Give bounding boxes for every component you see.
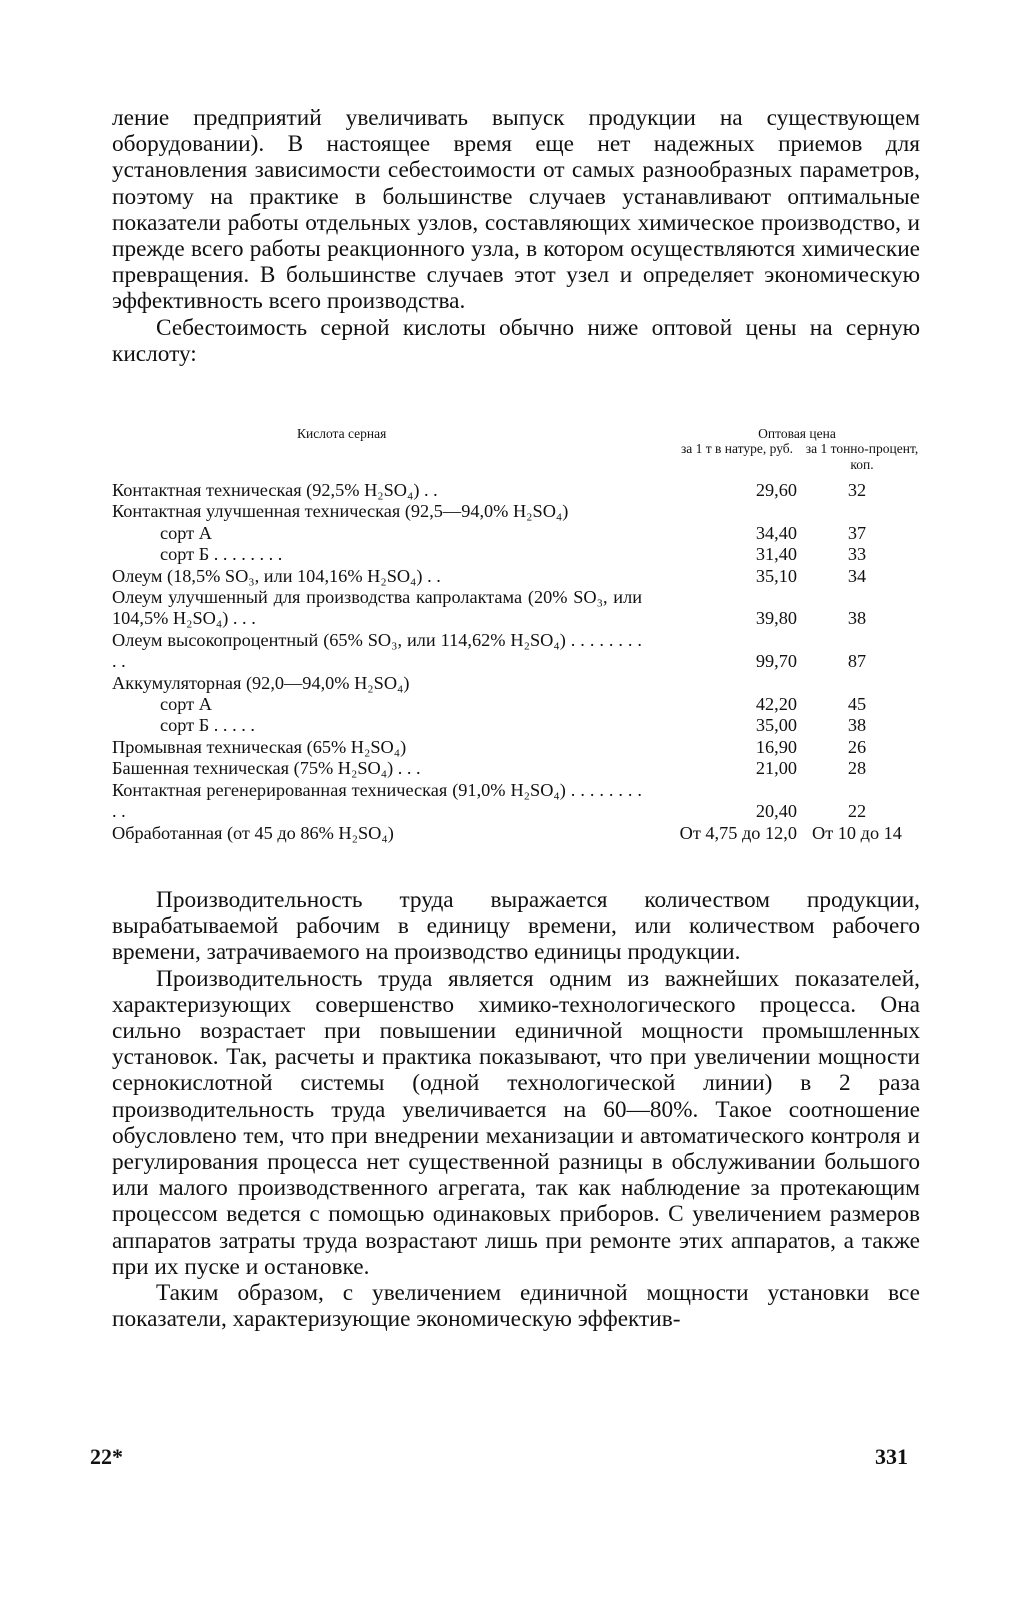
paragraph-1: ление предприятий увеличивать выпуск продукции на существующем оборудовании). В настоящее время еще нет надежных приемов для установления зависимости себестоимости от самых разнообразных параметров, поэтому на практике в большинстве случаев устанавливают оптимальные показатели работы отдельных узлов, составляющих химическое производство, и прежде всего работы реакционного узла, в котором осуществляются химические превращения. В большинстве случаев этот узел и определяет экономическую эффективность всего производства. — [112, 105, 920, 315]
table-cell-price-per-ton-percent: От 10 до 14 — [812, 822, 902, 843]
text-block-top — [112, 105, 920, 367]
table-cell-price-per-ton: 20,40 — [755, 801, 797, 822]
table-cell-price-per-ton: 39,80 — [755, 608, 797, 629]
paragraph-4: Производительность труда является одним из важнейших показателей, характеризующих совершенство химико-технологического процесса. Она сильно возрастает при повышении единичной мощности промышленных установок. Так, расчеты и практика показывают, что при увеличении мощности сернокислотной системы (одной технологической линии) в 2 раза производительность труда увеличивается на 60—80%. Такое соотношение обусловлено тем, что при внедрении механизации и автоматического контроля и регулирования процесса нет существенной разницы в обслуживании большого или малого производственного агрегата, так как наблюдение за протекающим процессом ведется с помощью одинаковых приборов. С увеличением размеров аппаратов затраты труда возрастают лишь при ремонте этих аппаратов, а также при их пуске и остановке. — [112, 965, 920, 1280]
table-cell-price-per-ton-percent: 33 — [847, 544, 867, 565]
table-row — [112, 780, 920, 823]
column-header-acid: Кислота серная — [297, 426, 387, 441]
table-row — [112, 694, 920, 715]
table-cell-name: Контактная регенерированная техническая (91,0% H₂SO₄) . . . . . . . . . . — [112, 779, 642, 822]
table-row — [112, 823, 920, 844]
table-cell-name: Контактная улучшенная техническая (92,5—94,0% H₂SO₄) — [112, 501, 569, 522]
table-header — [112, 422, 920, 480]
table-row — [112, 523, 920, 544]
table-cell-price-per-ton-percent: 38 — [847, 608, 867, 629]
table-cell-name: сорт А — [160, 694, 212, 715]
table-cell-price-per-ton: 99,70 — [755, 651, 797, 672]
table-cell-price-per-ton-percent: 87 — [847, 651, 867, 672]
table-row — [112, 480, 920, 501]
table-row — [112, 566, 920, 587]
table-cell-name: сорт Б . . . . . — [160, 715, 255, 736]
table-cell-name: Олеум (18,5% SO₃, или 104,16% H₂SO₄) . . — [112, 565, 441, 586]
table-cell-price-per-ton: От 4,75 до 12,0 — [679, 822, 797, 843]
table-cell-price-per-ton-percent: 34 — [847, 565, 867, 586]
table-cell-price-per-ton: 34,40 — [755, 522, 797, 543]
table-cell-price-per-ton-percent: 26 — [847, 736, 867, 757]
paragraph-5: Таким образом, с увеличением единичной мощности установки все показатели, характеризующие экономическую эффектив- — [112, 1280, 920, 1333]
table-row — [112, 715, 920, 736]
table-cell-name: Обработанная (от 45 до 86% H₂SO₄) — [112, 822, 394, 843]
table-cell-price-per-ton: 16,90 — [755, 736, 797, 757]
table-row — [112, 673, 920, 694]
table-cell-price-per-ton-percent: 32 — [847, 480, 867, 500]
table-cell-name: сорт Б . . . . . . . . — [160, 544, 283, 565]
table-cell-name: Башенная техническая (75% H₂SO₄) . . . — [112, 758, 421, 779]
table-row — [112, 544, 920, 565]
table-row — [112, 587, 920, 630]
table-row — [112, 737, 920, 758]
table-cell-price-per-ton-percent: 45 — [847, 694, 867, 715]
table-cell-price-per-ton-percent: 28 — [847, 758, 867, 779]
signature-mark: 22* — [90, 1444, 123, 1469]
table-cell-price-per-ton-percent: 37 — [847, 522, 867, 543]
table-cell-name: Контактная техническая (92,5% H₂SO₄) . . — [112, 480, 438, 500]
table-row — [112, 630, 920, 673]
table-row — [112, 758, 920, 779]
table-cell-name: Олеум улучшенный для производства капролактама (20% SO₃, или 104,5% H₂SO₄) . . . — [112, 587, 642, 629]
table-cell-price-per-ton: 42,20 — [755, 694, 797, 715]
table-cell-name: Олеум высокопроцентный (65% SO₃, или 114,62% H₂SO₄) . . . . . . . . . . — [112, 629, 642, 672]
price-table — [112, 422, 920, 844]
table-cell-price-per-ton: 29,60 — [755, 480, 797, 500]
page-number: 331 — [875, 1444, 908, 1469]
table-cell-price-per-ton: 21,00 — [755, 758, 797, 779]
column-header-per-ton-percent: за 1 тонно-процент, коп. — [805, 441, 919, 472]
table-cell-price-per-ton: 35,00 — [755, 715, 797, 736]
column-header-per-ton: за 1 т в натуре, руб. — [680, 441, 794, 456]
table-cell-price-per-ton: 35,10 — [755, 565, 797, 586]
table-cell-price-per-ton-percent: 22 — [847, 801, 867, 822]
column-header-price: Оптовая цена — [758, 426, 836, 441]
table-cell-name: Промывная техническая (65% H₂SO₄) — [112, 736, 407, 757]
text-block-bottom — [112, 887, 920, 1332]
paragraph-3: Производительность труда выражается количеством продукции, вырабатываемой рабочим в единицу времени, или количеством рабочего времени, затрачиваемого на производство единицы продукции. — [112, 887, 920, 966]
table-cell-price-per-ton-percent: 38 — [847, 715, 867, 736]
table-row — [112, 501, 920, 522]
table-cell-name: Аккумуляторная (92,0—94,0% H₂SO₄) — [112, 672, 410, 693]
table-body — [112, 480, 920, 844]
table-cell-name: сорт А — [160, 522, 212, 543]
paragraph-2: Себестоимость серной кислоты обычно ниже оптовой цены на серную кислоту: — [112, 314, 920, 367]
table-cell-price-per-ton: 31,40 — [755, 544, 797, 565]
